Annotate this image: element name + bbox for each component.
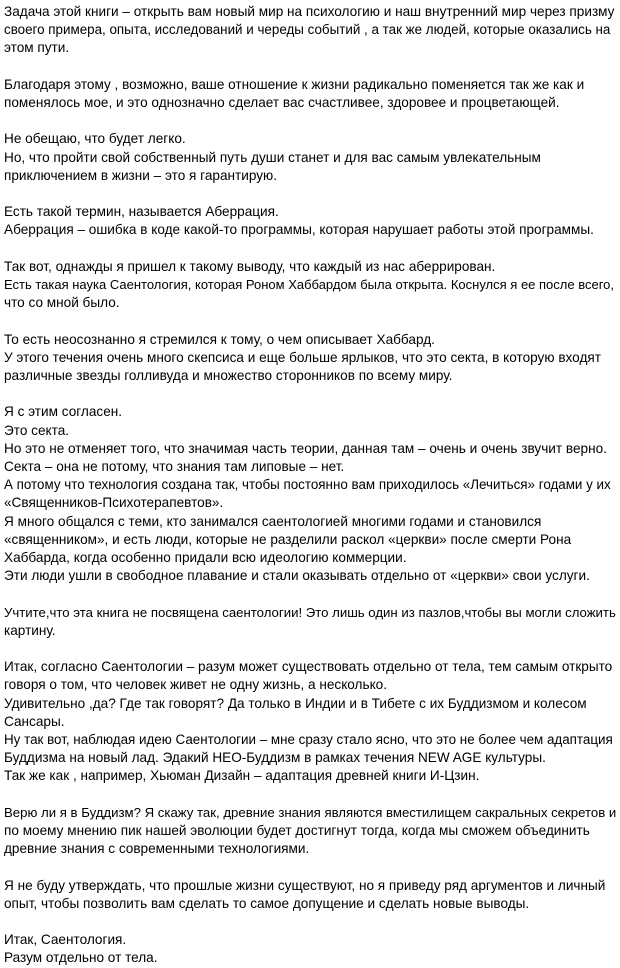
text-line: Учтите,что эта книга не посвящена саентологии! Это лишь один из пазлов,чтобы вы могли сложить xyxy=(4,604,616,620)
text-line: Секта – она не потому, что знания там липовые – нет. xyxy=(4,458,345,474)
text-line: своего примера, опыта, исследований и череды событий , а так же людей, которые оказались на xyxy=(4,22,611,38)
text-line: У этого течения очень много скепсиса и еще больше ярлыков, что это секта, в которую входят xyxy=(4,349,601,365)
text-line: Так же как , например, Хьюман Дизайн – адаптация древней книги И-Цзин. xyxy=(4,768,480,784)
text-line: Не обещаю, что будет легко. xyxy=(4,131,186,147)
text-line: Сансары. xyxy=(4,713,65,729)
text-line: опыт, чтобы позволить вам сделать то самое допущение и сделать новые выводы. xyxy=(4,895,530,911)
paragraph xyxy=(4,604,616,640)
text-line: Благодаря этому , возможно, ваше отношение к жизни радикально поменяется так же как и xyxy=(4,76,585,92)
text-line: что со мной было. xyxy=(4,295,120,311)
text-line: древние знания с современными технологиями. xyxy=(4,841,310,857)
paragraph xyxy=(4,403,616,585)
text-line: Есть такой термин, называется Аберрация. xyxy=(4,204,279,220)
text-line: этом пути. xyxy=(4,40,70,56)
text-line: «Священников-Психотерапевтов». xyxy=(4,495,224,511)
paragraph xyxy=(4,258,616,313)
paragraph xyxy=(4,3,616,58)
text-line: Хаббарда, когда особенно придали всю идеологию коммерции. xyxy=(4,550,407,565)
paragraph xyxy=(4,203,616,239)
text-line: по моему мнению пик нашей эволюции будет достигнут тогда, когда мы сможем объединить xyxy=(4,823,590,838)
paragraph xyxy=(4,658,616,785)
paragraph xyxy=(4,76,616,112)
text-line: Но это не отменяет того, что значимая часть теории, данная там – очень и очень звучит верно. xyxy=(4,440,607,456)
text-line: Эти люди ушли в свободное плавание и стали оказывать отдельно от «церкви» свои услуги. xyxy=(4,568,590,584)
paragraph xyxy=(4,130,616,185)
text-line: говоря о том, что человек живет не одну жизнь, а несколько. xyxy=(4,677,388,693)
text-line: Аберрация – ошибка в коде какой-то программы, которая нарушает работы этой программы. xyxy=(4,222,594,238)
text-line: Итак, согласно Саентологии – разум может существовать отдельно от тела, тем самым открыто xyxy=(4,659,613,675)
text-line: Это секта. xyxy=(4,422,70,438)
text-line: поменялось мое, и это однозначно сделает вас счастливее, здоровее и процветающей. xyxy=(4,95,560,110)
paragraph xyxy=(4,931,616,967)
text-line: Я с этим согласен. xyxy=(4,404,123,420)
text-line: картину. xyxy=(4,622,56,638)
paragraph xyxy=(4,877,616,913)
paragraph xyxy=(4,331,616,386)
text-line: Так вот, однажды я пришел к такому выводу, что каждый из нас аберрирован. xyxy=(4,258,496,274)
text-line: Верю ли я в Буддизм? Я скажу так, древние знания являются вместилищем сакральных секретов и xyxy=(4,804,617,820)
text-line: Ну так вот, наблюдая идею Саентологии – мне сразу стало ясно, что это не более чем адаптация xyxy=(4,732,613,747)
text-line: Я не буду утверждать, что прошлые жизни существуют, но я приведу ряд аргументов и личный xyxy=(4,877,606,893)
text-line: Итак, Саентология. xyxy=(4,932,127,948)
text-line: Буддизма на новый лад. Эдакий НЕО-Буддизм в рамках течения NEW AGE культуры. xyxy=(4,750,546,766)
paragraph xyxy=(4,804,616,859)
text-line: различные звезды голливуда и множество сторонников по всему миру. xyxy=(4,367,453,383)
text-line: Удивительно ,да? Где так говорят? Да только в Индии и в Тибете с их Буддизмом и колесом xyxy=(4,695,587,711)
text-line: То есть неосознанно я стремился к тому, о чем описывает Хаббард. xyxy=(4,331,435,347)
text-line: Я много общался с теми, кто занимался саентологией многими годами и становился xyxy=(4,513,542,529)
text-line: Но, что пройти свой собственный путь души станет и для вас самым увлекательным xyxy=(4,149,541,165)
text-line: Есть такая наука Саентология, которая Роном Хаббардом была открыта. Коснулся я ее после всего, xyxy=(4,276,615,292)
text-line: Задача этой книги – открыть вам новый мир на психологию и наш внутренний мир через призму xyxy=(4,4,615,19)
text-line: А потому что технология создана так, чтобы постоянно вам приходилось «Лечиться» годами у их xyxy=(4,477,611,493)
text-line: «священником», и есть люди, которые не разделили раскол «церкви» после смерти Рона xyxy=(4,531,572,547)
text-line: Разум отдельно от тела. xyxy=(4,950,158,966)
text-line: приключением в жизни – это я гарантирую. xyxy=(4,167,278,183)
